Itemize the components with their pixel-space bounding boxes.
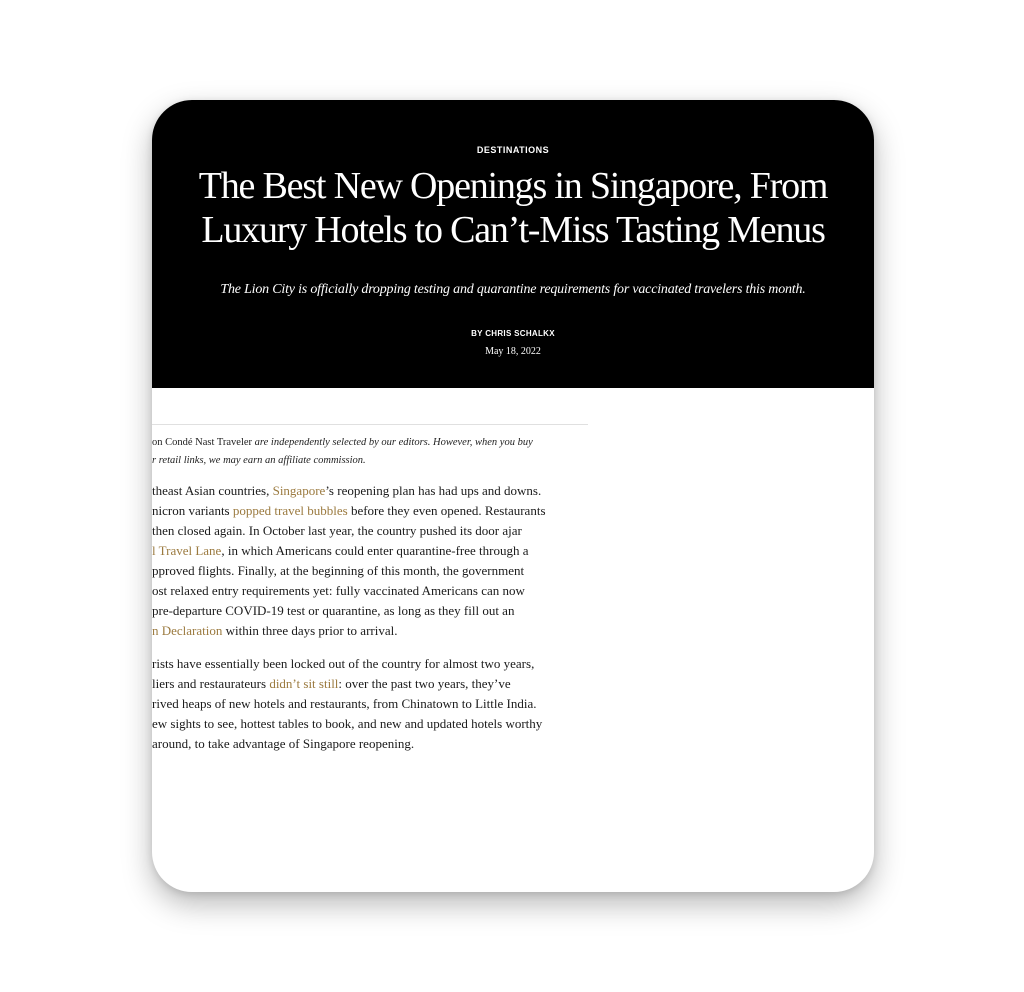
disclaimer-line-1 — [152, 434, 588, 452]
headline-line-1: The Best New Openings in Singapore, From — [198, 165, 828, 207]
body-line: pre-departure COVID-19 test or quarantine, as long as they fill out an — [152, 603, 515, 618]
article-headline — [152, 164, 874, 252]
article-dek: The Lion City is officially dropping testing and quarantine requirements for vaccinated travelers this month. — [220, 282, 806, 297]
body-line — [152, 501, 592, 521]
body-text: ’s reopening plan has had ups and downs. — [325, 483, 542, 498]
author-byline-link[interactable]: BY CHRIS SCHALKX — [471, 329, 555, 338]
body-line — [152, 621, 592, 641]
body-line: rists have essentially been locked out of the country for almost two years, — [152, 656, 535, 671]
affiliate-disclaimer — [152, 434, 588, 470]
article-paragraph-1 — [152, 481, 592, 641]
travel-bubbles-link[interactable]: popped travel bubbles — [232, 503, 348, 518]
divider — [152, 424, 588, 425]
body-text: liers and restaurateurs — [152, 676, 270, 691]
singapore-link[interactable]: Singapore — [272, 483, 326, 498]
body-text: before they even opened. Restaurants — [347, 503, 546, 518]
body-line: ost relaxed entry requirements yet: fully vaccinated Americans can now — [152, 583, 525, 598]
body-line: ew sights to see, hottest tables to book, and new and updated hotels worthy — [152, 716, 543, 731]
body-line — [152, 674, 592, 694]
body-text: theast Asian countries, — [152, 483, 273, 498]
declaration-link[interactable]: n Declaration — [152, 623, 223, 638]
body-text: : over the past two years, they’ve — [338, 676, 511, 691]
body-line — [152, 481, 592, 501]
publish-date: May 18, 2022 — [485, 346, 541, 357]
article-hero — [152, 100, 874, 388]
body-line — [152, 541, 592, 561]
body-text: nicron variants — [152, 503, 233, 518]
disclaimer-text: are independently selected by our editors. However, when you buy — [252, 437, 533, 448]
headline-line-2: Luxury Hotels to Can’t-Miss Tasting Menus — [201, 209, 825, 251]
body-text: , in which Americans could enter quarantine-free through a — [221, 543, 529, 558]
body-line: around, to take advantage of Singapore reopening. — [152, 736, 415, 751]
body-text: within three days prior to arrival. — [222, 623, 398, 638]
body-line: rived heaps of new hotels and restaurants, from Chinatown to Little India. — [152, 696, 537, 711]
body-line: then closed again. In October last year, the country pushed its door ajar — [152, 523, 522, 538]
disclaimer-line-2: r retail links, we may earn an affiliate commission. — [152, 455, 366, 466]
brand-name: Condé Nast Traveler — [165, 437, 253, 448]
travel-lane-link[interactable]: l Travel Lane — [152, 543, 222, 558]
article-card — [152, 100, 874, 892]
didnt-sit-still-link[interactable]: didn’t sit still — [269, 676, 339, 691]
article-paragraph-2 — [152, 654, 592, 754]
disclaimer-text: on — [152, 437, 166, 448]
section-rubric-link[interactable]: DESTINATIONS — [476, 145, 550, 155]
body-line: pproved flights. Finally, at the beginning of this month, the government — [152, 563, 525, 578]
